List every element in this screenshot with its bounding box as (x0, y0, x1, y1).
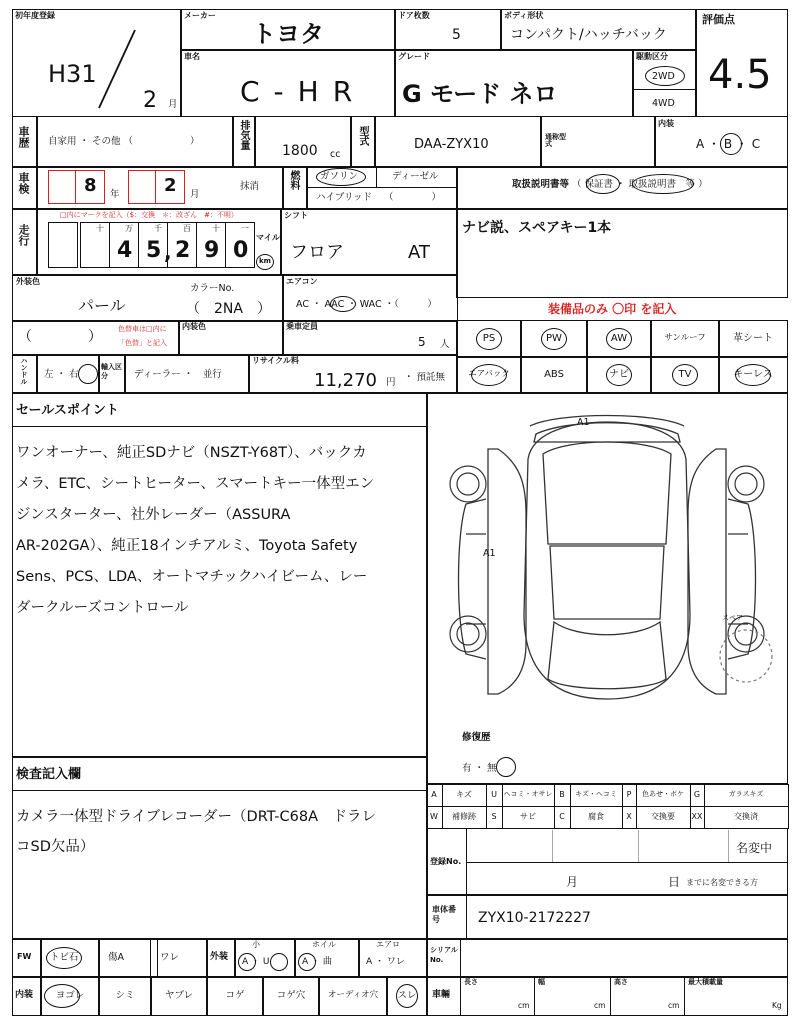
docs-warranty-circle (586, 174, 620, 194)
capacity-value: 5 (418, 335, 426, 349)
fw-chip-circle (46, 947, 82, 969)
equipment-circle (606, 364, 632, 386)
inspection-month-box-left (128, 170, 156, 204)
legend-row2-2: S (491, 812, 497, 821)
car-diagram (428, 394, 786, 734)
legend-row1-1: キズ (456, 790, 472, 799)
serial-cell (426, 938, 788, 978)
ext-label: 外装 (210, 952, 229, 962)
model-value: DAA-ZYX10 (414, 137, 489, 152)
reg-month-value: 2 (143, 88, 157, 113)
odometer-digit-box (80, 222, 110, 268)
size-label: 車輛 (432, 990, 451, 1000)
equipment-circle (476, 328, 502, 350)
wheel-front-left (450, 466, 486, 502)
handle-label: ハンドル (20, 357, 28, 385)
history-label: 車歴 (17, 126, 30, 148)
docs-manual-circle (632, 174, 694, 194)
legend-row1-0: A (431, 790, 437, 799)
car-top-outline (524, 422, 690, 699)
equipment-row2-0: エアバック (468, 369, 510, 379)
ext-group-opts-2: A ・ ワレ (366, 957, 405, 967)
int-item-2: ヤブレ (164, 990, 194, 1001)
interior-label: 内装 (658, 119, 674, 128)
equipment-circle (672, 364, 698, 386)
size-sep (534, 976, 535, 1016)
legend-row2-9: 交換済 (734, 812, 758, 821)
ext-small-u-circle (270, 953, 288, 971)
fw-item-0: トビ石 (50, 952, 79, 963)
mileage-note: □内にマークを記入（$：交換 ＊：改ざん #：不明） (60, 211, 238, 219)
size-unit: cm (518, 1001, 530, 1010)
import-label: 輸入区分 (101, 363, 122, 381)
inspection-deleted: 抹消 (240, 181, 260, 192)
fuel-diesel: ディーゼル (392, 171, 439, 182)
inner-color-label: 内装色 (182, 322, 206, 331)
damage-mark-top: A1 (577, 417, 590, 428)
maker-value: トヨタ (252, 20, 324, 48)
shift-type: AT (408, 242, 430, 263)
legend-row2-4: C (559, 812, 565, 821)
damage-mark-side: A1 (483, 548, 496, 559)
docs-options: （ 保証書 ・ 取扱説明書 等 ） (572, 179, 708, 190)
int-item-6: スレ (397, 990, 417, 1001)
size-width-label: 幅 (538, 978, 545, 986)
color-no-label: カラーNo. (190, 283, 235, 294)
size-sep (460, 976, 461, 1016)
recycle-deposit: ・ 預託無 (404, 372, 446, 383)
selling-point-line: メラ、ETC、シートヒーター、スマートキー一体型エン (16, 476, 375, 492)
selling-point-title: セールスポイント (16, 403, 119, 418)
inspection-month: 2 (164, 175, 177, 196)
ac-aac-circle (330, 296, 356, 312)
grade-value: G モード ネロ (402, 80, 558, 108)
fuel-label: 燃料 (288, 170, 299, 190)
legend-row1-4: B (559, 790, 565, 799)
equipment-row1-0: PS (482, 333, 496, 344)
odometer-unit: 一 (241, 224, 249, 233)
repair-label: 修復歴 (462, 732, 491, 743)
equipment-circle (471, 364, 507, 386)
body-value: コンパクト/ハッチバック (510, 27, 667, 43)
equipment-row2-2: ナビ (609, 369, 629, 380)
odometer-unit: 千 (154, 224, 162, 233)
shift-label: シフト (284, 211, 308, 220)
color-change-note-2: 「色替」と記入 (118, 339, 167, 347)
odometer-digit: 2 (175, 238, 191, 263)
km-unit: km (259, 257, 271, 265)
model-label: 型式 (357, 126, 368, 146)
equipment-row2-3: TV (678, 369, 692, 380)
fw-label: FW (17, 952, 32, 961)
recycle-value: 11,270 (314, 370, 377, 391)
wheel-front-right (728, 466, 764, 502)
size-unit: cm (594, 1001, 606, 1010)
int-label: 内装 (15, 990, 34, 1000)
shift-value: フロア (290, 242, 344, 263)
int-item-5: オーディオ穴 (327, 990, 379, 1000)
size-height-label: 高さ (614, 978, 628, 986)
equipment-row1-1: PW (546, 333, 562, 344)
color-change-paren: （ ） (18, 329, 102, 345)
ac-label: エアコン (286, 277, 318, 286)
odometer-mark-box (48, 222, 78, 268)
inspection-year: 8 (84, 175, 97, 196)
legend-row2-5: 腐食 (588, 812, 604, 821)
registration-change: 名変中 (736, 841, 773, 855)
selling-point-line: Sens、PCS、LDA、オートマチックハイビーム、レー (16, 569, 368, 585)
drive-2wd: 2WD (652, 71, 675, 82)
size-length-label: 長さ (464, 978, 478, 986)
odometer-digit: 5 (146, 238, 162, 263)
equipment-row2-1: ABS (544, 369, 564, 380)
int-item-3: コゲ (225, 990, 245, 1001)
selling-point-line: ダークルーズコントロール (16, 600, 189, 616)
ext-small-a-circle (238, 953, 256, 971)
displacement-value: 1800 (282, 143, 318, 159)
reg-month-unit: 月 (168, 99, 178, 110)
int-item-4: コゲ穴 (276, 990, 306, 1001)
selling-point-line: AR-202GA）、純正18インチアルミ、Toyota Safety (16, 538, 358, 554)
fw-item-1: 傷A (108, 952, 124, 963)
color-no-value: （ 2NA ） (186, 301, 271, 317)
odometer-unit: 万 (125, 224, 133, 233)
history-value: 自家用 ・ その他 （ ） (48, 136, 200, 147)
ext-group-opts-0: A ・ U (242, 957, 270, 967)
first-reg-label: 初年度登録 (15, 11, 55, 20)
int-item-1: シミ (115, 990, 135, 1001)
drive-label: 駆動区分 (636, 52, 668, 61)
common-model-label: 通称型式 (545, 133, 566, 148)
import-value: ディーラー ・ 並行 (134, 369, 222, 380)
handle-value: 左 ・ 右 (44, 369, 79, 380)
inspect-note-line: コSD欠品） (16, 839, 95, 855)
ext-group-title-1: ホイル (312, 940, 336, 949)
equipment-row1-3: サンルーフ (664, 333, 706, 343)
equipment-circle (735, 364, 771, 386)
registration-no-label: 登録No. (430, 857, 462, 866)
inspection-month-unit: 月 (190, 189, 200, 200)
spare-label: スペア (722, 614, 743, 622)
notes-value: ナビ説、スペアキー1本 (462, 220, 612, 236)
odometer-digit: 4 (117, 238, 133, 263)
inspection-label: 車検 (17, 172, 30, 194)
size-cell (426, 976, 788, 1016)
ext-group-opts-1: A ・ 曲 (302, 957, 332, 967)
color-change-note-1: 色替車は□内に (118, 325, 167, 333)
int-wear-circle (396, 984, 418, 1008)
ext-group-title-2: エアロ (376, 940, 400, 949)
handle-right-circle (78, 364, 98, 384)
ext-group-title-0: 小 (252, 940, 260, 949)
selling-point-line: ワンオーナー、純正SDナビ（NSZT-Y68T）、バックカ (16, 445, 367, 461)
recycle-yen: 円 (386, 377, 396, 388)
equipment-circle (606, 328, 632, 350)
inspection-year-unit: 年 (110, 189, 120, 200)
mile-unit: マイル (256, 233, 280, 242)
selling-point-line: ジンスターター、社外レーダー（ASSURA (16, 507, 291, 523)
equipment-row2-4: キーレス (733, 369, 773, 380)
fuel-other: （ ） (384, 192, 442, 203)
repair-none-circle (496, 757, 516, 777)
fuel-hybrid: ハイブリッド (316, 192, 372, 203)
drive-4wd: 4WD (652, 98, 675, 109)
legend-row2-6: X (626, 812, 632, 821)
inspect-note-title: 検査記入欄 (16, 767, 82, 782)
legend-row1-9: ガラスキズ (728, 790, 764, 798)
chassis-label: 車体番号 (432, 905, 456, 925)
cc-unit: cc (330, 149, 341, 160)
inspection-year-box-left (48, 170, 76, 204)
drive-2wd-circle (645, 66, 685, 86)
legend-row1-3: ヘコミ・オサレ (503, 790, 553, 798)
displacement-cell (254, 116, 352, 168)
fw-cell (98, 938, 158, 978)
car-name-value: C-HR (240, 75, 367, 108)
odometer-unit: 百 (183, 224, 191, 233)
ac-value: AC ・ AAC ・ WAC ・（ ） (296, 299, 437, 310)
fuel-gasoline: ガソリン (320, 171, 359, 182)
legend-row1-2: U (491, 790, 497, 799)
legend-row2-1: 補修跡 (452, 812, 476, 821)
mileage-label: 走行 (17, 224, 30, 246)
registration-month: 月 (566, 875, 579, 889)
equipment-row1-2: AW (610, 333, 628, 344)
doors-label: ドア枚数 (398, 11, 430, 20)
car-name-label: 車名 (184, 52, 200, 61)
size-load-label: 最大積載量 (688, 978, 723, 986)
docs-value: 取扱説明書等 (512, 179, 570, 190)
legend-row1-8: G (693, 790, 701, 799)
legend-row1-7: 色あせ・ボケ (642, 790, 684, 798)
body-label: ボディ形状 (504, 11, 544, 20)
size-sep (610, 976, 611, 1016)
fuel-gasoline-circle (316, 168, 366, 186)
odometer-digit: 0 (233, 238, 249, 263)
score-value: 4.5 (708, 52, 772, 98)
interior-grade: A ・ B ・ C (696, 137, 761, 151)
car-left-side (488, 449, 526, 694)
legend-row2-8: XX (691, 812, 703, 821)
maker-label: メーカー (184, 11, 216, 20)
recycle-label: リサイクル料 (252, 356, 299, 365)
ext-wheel-a-circle (298, 953, 316, 971)
grade-label: グレード (398, 52, 430, 61)
equipment-row1-4: 革シート (733, 333, 773, 344)
exterior-color-value: パール (78, 296, 126, 315)
inspect-note-line: カメラ一体型ドライブレコーダー（DRT-C68A ドラレ (16, 809, 376, 825)
legend-row2-0: W (430, 812, 438, 821)
odometer-comma: , (164, 240, 172, 264)
legend-row2-3: サビ (520, 812, 536, 821)
size-unit: Kg (772, 1001, 782, 1010)
serial-divider (460, 938, 461, 978)
chassis-value: ZYX10-2172227 (478, 910, 591, 926)
equipment-title: 装備品のみ 〇印 を記入 (548, 302, 677, 316)
int-dirt-circle (44, 984, 80, 1008)
interior-b-circle (720, 133, 742, 155)
serial-label: シリアルNo. (430, 946, 458, 964)
equipment-circle (541, 328, 567, 350)
legend-row2-7: 交換要 (651, 812, 675, 821)
slash-line (95, 28, 140, 110)
capacity-label: 乗車定員 (286, 322, 318, 331)
legend-row1-5: キズ・ヘコミ (575, 790, 617, 798)
score-label: 評価点 (702, 13, 735, 26)
odometer-unit: 十 (96, 224, 104, 233)
legend-row1-6: P (626, 790, 632, 799)
doors-value: 5 (452, 27, 461, 43)
repair-value: 有 ・ 無 (462, 763, 497, 774)
odometer-digit: 9 (204, 238, 220, 263)
displacement-label: 排気量 (238, 120, 249, 150)
registration-day: 日 (668, 875, 681, 889)
registration-deadline: までに名変できる方 (686, 878, 758, 887)
size-sep (684, 976, 685, 1016)
era-year: H31 (48, 60, 97, 88)
exterior-color-label: 外装色 (16, 277, 40, 286)
fw-item-2: ワレ (160, 952, 180, 963)
capacity-unit: 人 (440, 339, 450, 350)
size-unit: cm (668, 1001, 680, 1010)
wheel-rear-left (450, 616, 486, 652)
int-item-0: ヨゴレ (55, 990, 85, 1001)
odometer-unit: 十 (212, 224, 220, 233)
